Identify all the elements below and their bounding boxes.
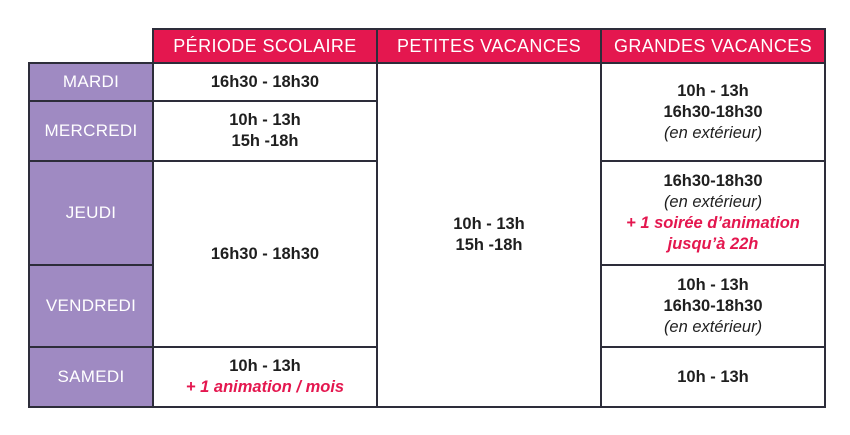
location-note: (en extérieur) bbox=[663, 123, 763, 142]
hours-text: 10h - 13h bbox=[229, 111, 301, 129]
hours-text: 10h - 13h bbox=[677, 81, 749, 100]
cell-grandes-jeudi bbox=[601, 161, 825, 265]
hours-text: 16h30-18h30 bbox=[663, 102, 763, 121]
hours-text: 15h -18h bbox=[455, 236, 523, 254]
cell-scolaire-mardi bbox=[153, 63, 377, 101]
day-label-mardi: MARDI bbox=[29, 63, 153, 101]
hours-text: 16h30-18h30 bbox=[663, 172, 763, 190]
extra-event-text: + 1 soirée d’animation bbox=[626, 214, 800, 232]
day-label-jeudi: JEUDI bbox=[29, 161, 153, 265]
column-header-grandes-vacances: GRANDES VACANCES bbox=[601, 29, 825, 63]
hours-text: 10h - 13h bbox=[677, 275, 749, 294]
hours-text: 10h - 13h bbox=[229, 357, 301, 375]
cell-grandes-samedi bbox=[601, 347, 825, 407]
cell-grandes-vendredi bbox=[601, 265, 825, 347]
day-label-samedi: SAMEDI bbox=[29, 347, 153, 407]
day-label-vendredi: VENDREDI bbox=[29, 265, 153, 347]
cell-petites-vacances bbox=[377, 63, 601, 407]
cell-scolaire-samedi bbox=[153, 347, 377, 407]
cell-scolaire-mercredi bbox=[153, 101, 377, 161]
header-row bbox=[29, 29, 825, 63]
hours-text: 10h - 13h bbox=[677, 367, 749, 386]
schedule-table bbox=[28, 28, 826, 408]
location-note: (en extérieur) bbox=[663, 193, 763, 211]
location-note: (en extérieur) bbox=[663, 317, 763, 336]
empty-corner-cell bbox=[29, 29, 153, 63]
extra-event-text: + 1 animation / mois bbox=[185, 378, 345, 396]
hours-text: 16h30-18h30 bbox=[663, 296, 763, 315]
cell-grandes-mardi-mercredi bbox=[601, 63, 825, 161]
hours-text: 15h -18h bbox=[231, 132, 299, 150]
row-mardi bbox=[29, 63, 825, 101]
extra-event-text: jusqu’à 22h bbox=[667, 235, 759, 253]
day-label-mercredi: MERCREDI bbox=[29, 101, 153, 161]
column-header-petites-vacances: PETITES VACANCES bbox=[377, 29, 601, 63]
cell-scolaire-jeudi-vendredi bbox=[153, 161, 377, 347]
hours-text: 16h30 - 18h30 bbox=[210, 244, 320, 263]
hours-text: 16h30 - 18h30 bbox=[210, 72, 320, 91]
hours-text: 10h - 13h bbox=[453, 215, 525, 233]
column-header-periode-scolaire: PÉRIODE SCOLAIRE bbox=[153, 29, 377, 63]
